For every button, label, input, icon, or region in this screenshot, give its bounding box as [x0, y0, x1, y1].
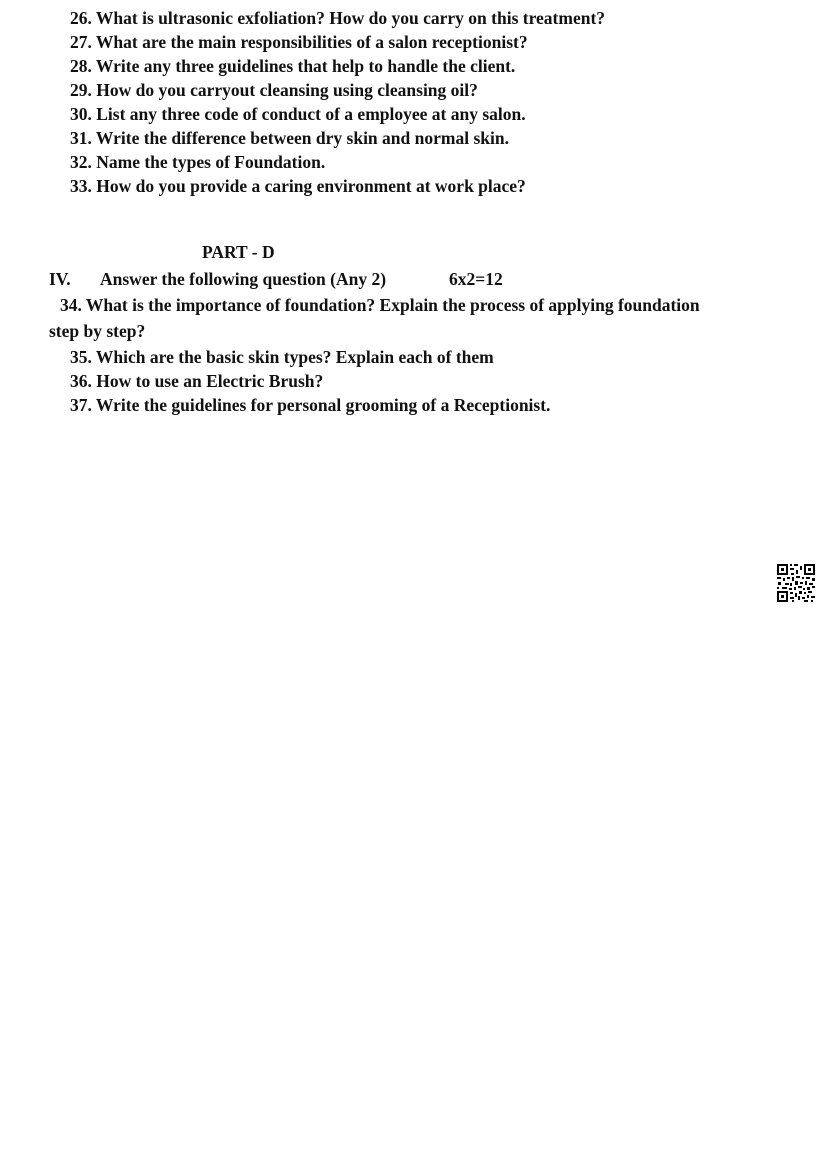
question-37: 37. Write the guidelines for personal grooming of a Receptionist. — [70, 395, 551, 415]
question-28: 28. Write any three guidelines that help to handle the client. — [70, 56, 516, 76]
question-list-part-d — [70, 345, 770, 417]
section-number: IV. — [49, 269, 71, 289]
question-31: 31. Write the difference between dry skin and normal skin. — [70, 128, 509, 148]
question-29: 29. How do you carryout cleansing using cleansing oil? — [70, 80, 478, 100]
section-iv-header — [49, 267, 749, 291]
question-32: 32. Name the types of Foundation. — [70, 152, 326, 172]
section-instruction: Answer the following question (Any 2) — [100, 269, 387, 289]
question-27: 27. What are the main responsibilities of a salon receptionist? — [70, 32, 528, 52]
question-33: 33. How do you provide a caring environment at work place? — [70, 176, 526, 196]
question-list-part-c — [70, 6, 770, 198]
qr-code-icon — [776, 563, 816, 603]
part-d-heading: PART - D — [202, 242, 275, 262]
question-34: 34. What is the importance of foundation? Explain the process of applying foundation step by step? — [49, 295, 700, 341]
section-marks: 6x2=12 — [449, 269, 503, 289]
question-35: 35. Which are the basic skin types? Explain each of them — [70, 347, 494, 367]
question-36: 36. How to use an Electric Brush? — [70, 371, 324, 391]
question-30: 30. List any three code of conduct of a employee at any salon. — [70, 104, 526, 124]
question-26: 26. What is ultrasonic exfoliation? How do you carry on this treatment? — [70, 8, 606, 28]
